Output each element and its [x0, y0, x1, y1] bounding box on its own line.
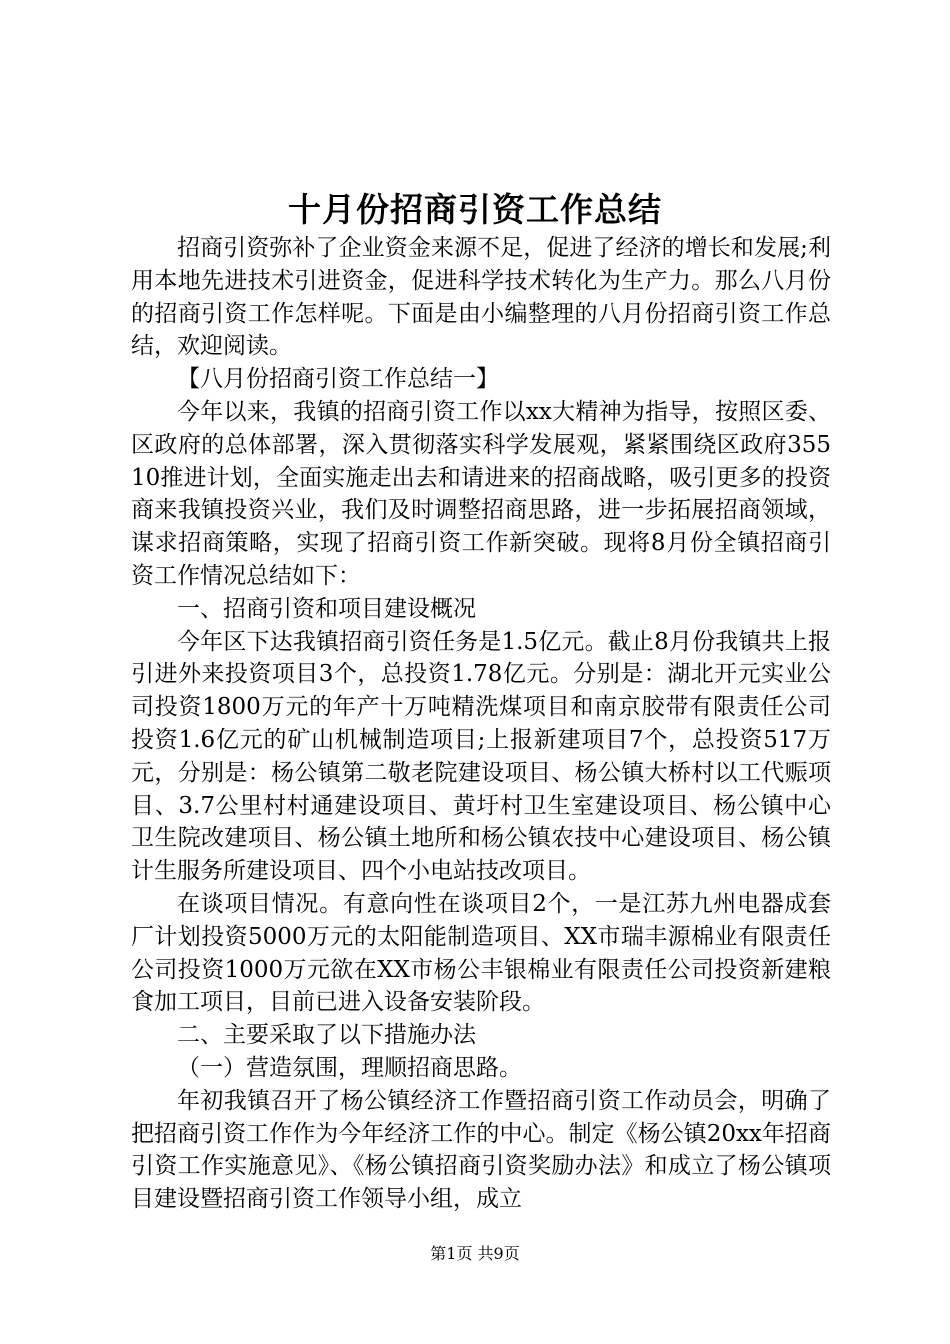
body-paragraph: 今年区下达我镇招商引资任务是1.5亿元。截止8月份我镇共上报引进外来投资项目3个，总投资1.78亿元。分别是：湖北开元实业公司投资1800万元的年产十万吨精洗煤项目和南京胶带有限责任公司投资1.6亿元的矿山机械制造项目;上报新建项目7个，总投资517万元，分别是：杨公镇第二敬老院建设项目、杨公镇大桥村以工代赈项目、3.7公里村村通建设项目、黄圩村卫生室建设项目、杨公镇中心卫生院改建项目、杨公镇土地所和杨公镇农技中心建设项目、杨公镇计生服务所建设项目、四个小电站技改项目。	[131, 628, 831, 885]
page-number-footer: 第1页 共9页	[430, 1244, 520, 1263]
body-paragraph: 在谈项目情况。有意向性在谈项目2个，一是江苏九州电器成套厂计划投资5000万元的太阳能制造项目、XX市瑞丰源棉业有限责任公司投资1000万元欲在XX市杨公丰银棉业有限责任公司投资新建粮食加工项目，目前已进入设备安装阶段。	[131, 890, 831, 1016]
intro-paragraph: 招商引资弥补了企业资金来源不足，促进了经济的增长和发展;利用本地先进技术引进资金，促进科学技术转化为生产力。那么八月份的招商引资工作怎样呢。下面是由小编整理的八月份招商引资工作总结，欢迎阅读。	[131, 235, 831, 360]
body-paragraph: 年初我镇召开了杨公镇经济工作暨招商引资工作动员会，明确了把招商引资工作作为今年经济工作的中心。制定《杨公镇20xx年招商引资工作实施意见》、《杨公镇招商引资奖励办法》和成立了杨公镇项目建设暨招商引资工作领导小组，成立	[131, 1087, 831, 1213]
section-heading-summary-one: 【八月份招商引资工作总结一】	[177, 366, 499, 393]
body-paragraph: 今年以来，我镇的招商引资工作以xx大精神为指导，按照区委、区政府的总体部署，深入贯彻落实科学发展观，紧紧围绕区政府35510推进计划，全面实施走出去和请进来的招商战略，吸引更多的投资商来我镇投资兴业，我们及时调整招商思路，进一步拓展招商领域，谋求招商策略，实现了招商引资工作新突破。现将8月份全镇招商引资工作情况总结如下：	[131, 398, 831, 589]
section-heading-measures: 二、主要采取了以下措施办法	[177, 1022, 476, 1049]
document-title: 十月份招商引资工作总结	[288, 190, 662, 229]
document-body	[131, 232, 831, 1216]
subsection-heading: （一）营造氛围，理顺招商思路。	[177, 1054, 522, 1081]
section-heading-overview: 一、招商引资和项目建设概况	[177, 595, 476, 622]
